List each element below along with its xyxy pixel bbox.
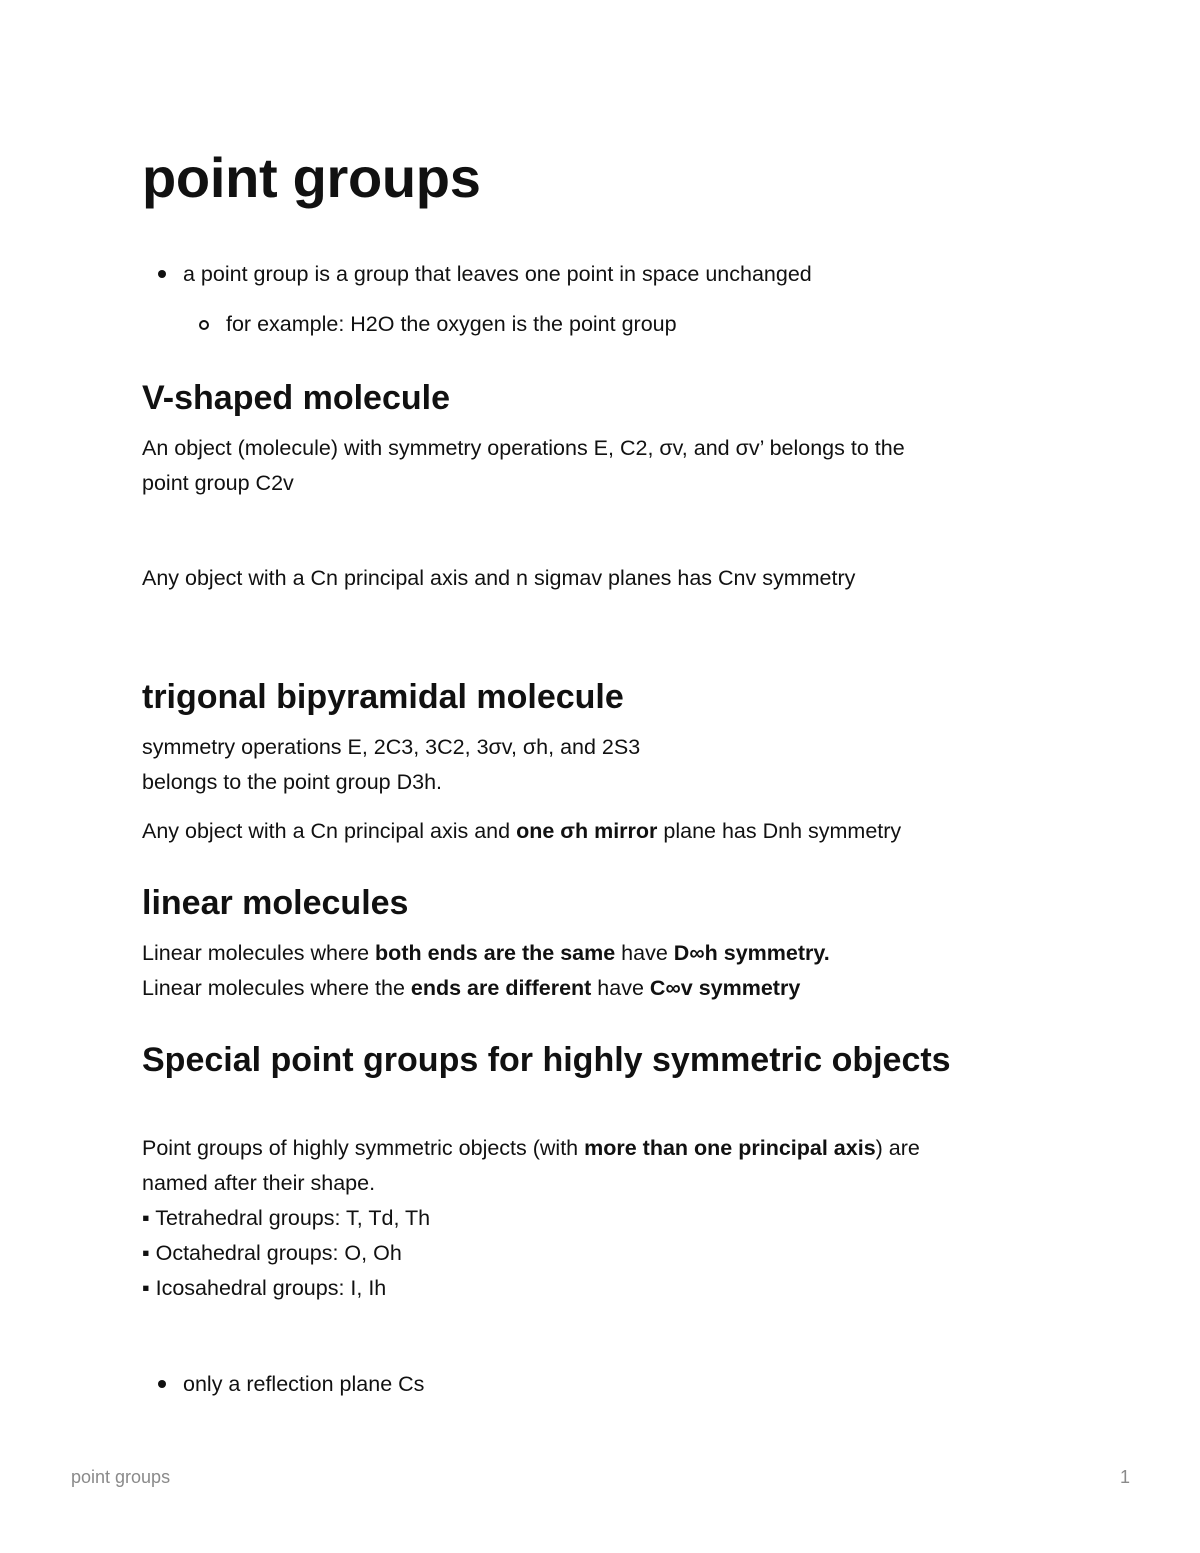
linear-line-2	[142, 973, 800, 1003]
special-line-1-c: ) are	[875, 1136, 920, 1160]
special-item-octahedral: ▪ Octahedral groups: O, Oh	[142, 1241, 402, 1265]
bullet-dot	[158, 270, 166, 278]
linear-line-2-symmetry: C∞v symmetry	[649, 976, 801, 1000]
linear-line-2-bold: ends are different	[410, 976, 592, 1000]
heading-linear: linear molecules	[142, 884, 409, 922]
special-line-2: named after their shape.	[142, 1171, 376, 1195]
trigonal-line-3-a: Any object with a Cn principal axis and	[142, 819, 517, 843]
special-bullet-text: only a reflection plane Cs	[183, 1372, 425, 1396]
special-line-1-bold: more than one principal axis	[584, 1136, 876, 1160]
heading-special: Special point groups for highly symmetric objects	[142, 1041, 951, 1079]
trigonal-line-3-bold: one σh mirror	[516, 819, 658, 843]
trigonal-line-1: symmetry operations E, 2C3, 3C2, 3σv, σh, and 2S3	[142, 735, 641, 759]
v-shaped-line-2: point group C2v	[142, 471, 294, 495]
linear-line-1	[142, 938, 830, 968]
footer-page-number: 1	[1119, 1467, 1130, 1487]
special-line-1	[142, 1133, 920, 1163]
intro-bullet-text: a point group is a group that leaves one point in space unchanged	[183, 262, 812, 286]
linear-line-1-bold: both ends are the same	[375, 941, 616, 965]
heading-v-shaped: V-shaped molecule	[142, 379, 450, 417]
linear-line-1-symmetry: D∞h symmetry.	[673, 941, 830, 965]
intro-sub-bullet-text: for example: H2O the oxygen is the point group	[226, 312, 677, 336]
linear-line-1-a: Linear molecules where	[142, 941, 376, 965]
footer-label: point groups	[71, 1467, 171, 1487]
linear-line-2-a: Linear molecules where the	[142, 976, 411, 1000]
v-shaped-line-3: Any object with a Cn principal axis and n sigmav planes has Cnv symmetry	[142, 566, 856, 590]
special-line-1-a: Point groups of highly symmetric objects (with	[142, 1136, 585, 1160]
trigonal-line-3	[142, 816, 901, 846]
trigonal-line-2: belongs to the point group D3h.	[142, 770, 443, 794]
page-title: point groups	[142, 146, 481, 209]
trigonal-line-3-c: plane has Dnh symmetry	[657, 819, 902, 843]
bullet-dot	[158, 1380, 166, 1388]
linear-line-1-c: have	[615, 941, 674, 965]
heading-trigonal: trigonal bipyramidal molecule	[142, 678, 624, 716]
special-item-icosahedral: ▪ Icosahedral groups: I, Ih	[142, 1276, 387, 1300]
sub-bullet-dot	[199, 320, 209, 330]
linear-line-2-c: have	[591, 976, 650, 1000]
special-item-tetrahedral: ▪ Tetrahedral groups: T, Td, Th	[142, 1206, 431, 1230]
v-shaped-line-1: An object (molecule) with symmetry operations E, C2, σv, and σv’ belongs to the	[142, 436, 905, 460]
